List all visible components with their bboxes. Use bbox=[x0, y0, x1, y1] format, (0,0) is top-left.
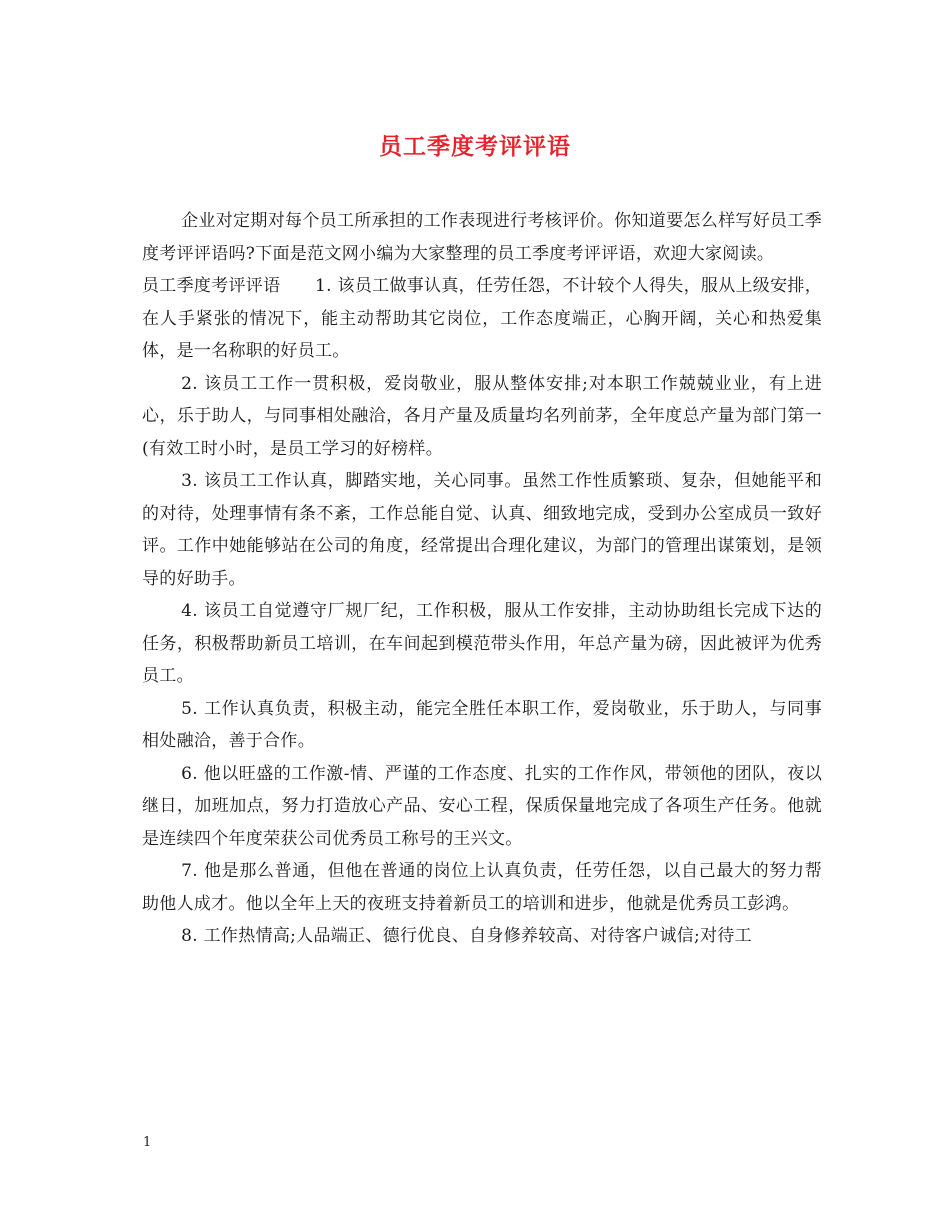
paragraph-item-2: 2. 该员工工作一贯积极，爱岗敬业，服从整体安排;对本职工作兢兢业业，有上进心，乐于助人，与同事相处融洽，各月产量及质量均名列前茅，全年度总产量为部门第一(有效工时小时，是员工学习的好榜样。 bbox=[142, 373, 822, 459]
document-title: 员工季度考评评语 bbox=[379, 133, 571, 160]
document-body bbox=[142, 205, 822, 953]
paragraph-item-6: 6. 他以旺盛的工作激-情、严谨的工作态度、扎实的工作作风，带领他的团队，夜以继日，加班加点，努力打造放心产品、安心工程，保质保量地完成了各项生产任务。他就是连续四个年度荣获公司优秀员工称号的王兴文。 bbox=[142, 763, 822, 849]
paragraph-item-7: 7. 他是那么普通，但他在普通的岗位上认真负责，任劳任怨，以自己最大的努力帮助他人成才。他以全年上天的夜班支持着新员工的培训和进步，他就是优秀员工彭鸿。 bbox=[142, 861, 822, 914]
paragraph-item-8: 8. 工作热情高;人品端正、德行优良、自身修养较高、对待客户诚信;对待工 bbox=[181, 926, 752, 946]
page-number: 1 bbox=[143, 1135, 152, 1150]
paragraph-item-4: 4. 该员工自觉遵守厂规厂纪，工作积极，服从工作安排，主动协助组长完成下达的任务，积极帮助新员工培训，在车间起到模范带头作用，年总产量为磅，因此被评为优秀员工。 bbox=[142, 601, 822, 686]
paragraph-item-1: 员工季度考评评语 1. 该员工做事认真，任劳任怨，不计较个人得失，服从上级安排，在人手紧张的情况下，能主动帮助其它岗位，工作态度端正，心胸开阔，关心和热爱集体，是一名称职的好员工。 bbox=[142, 276, 822, 361]
paragraph-item-3: 3. 该员工工作认真，脚踏实地，关心同事。虽然工作性质繁琐、复杂，但她能平和的对待，处理事情有条不紊，工作总能自觉、认真、细致地完成，受到办公室成员一致好评。工作中她能够站在公司的角度，经常提出合理化建议，为部门的管理出谋策划，是领导的好助手。 bbox=[142, 471, 822, 589]
paragraph-intro: 企业对定期对每个员工所承担的工作表现进行考核评价。你知道要怎么样写好员工季度考评评语吗?下面是范文网小编为大家整理的员工季度考评评语，欢迎大家阅读。 bbox=[142, 211, 822, 264]
paragraph-item-5: 5. 工作认真负责，积极主动，能完全胜任本职工作，爱岗敬业，乐于助人，与同事相处融洽，善于合作。 bbox=[142, 698, 822, 751]
